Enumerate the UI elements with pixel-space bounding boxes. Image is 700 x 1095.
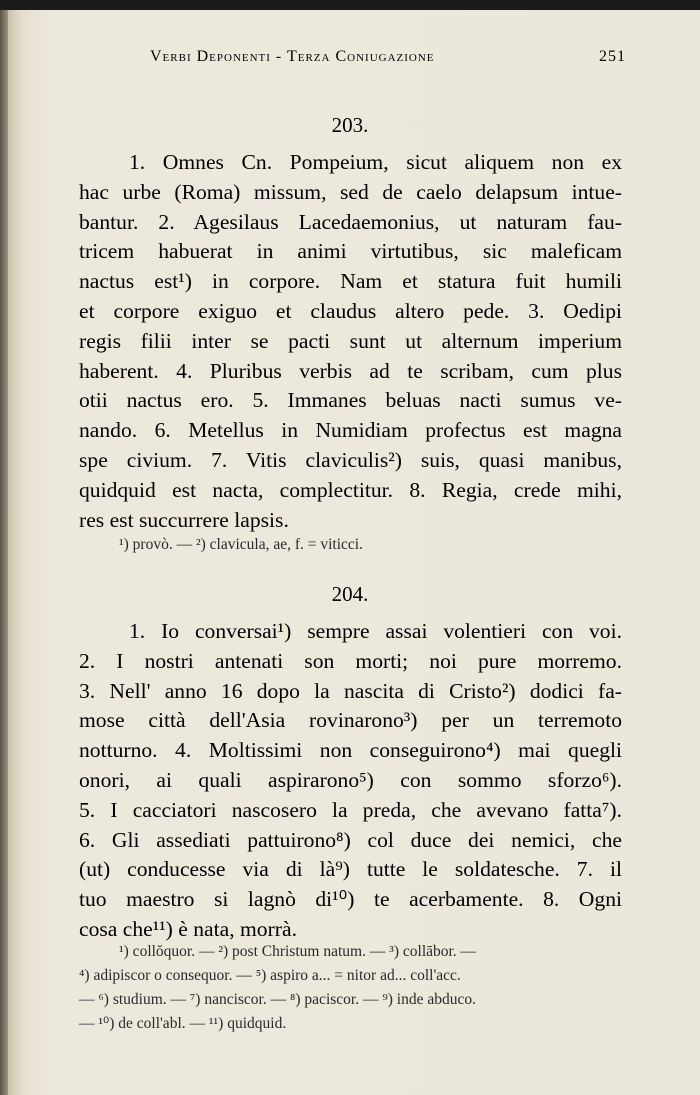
text-line: res est succurrere lapsis.: [79, 507, 289, 532]
running-header: [150, 48, 626, 66]
footnotes-203: [79, 533, 622, 557]
text-line: 5. I cacciatori nascosero la preda, che avevano fatta⁷).: [79, 797, 622, 822]
text-line: hac urbe (Roma) missum, sed de caelo delapsum intue-: [79, 179, 622, 204]
footnote-line: — ⁶) studium. — ⁷) nanciscor. — ⁸) paciscor. — ⁹) inde abduco.: [79, 991, 476, 1008]
footnote-line: ¹) collŏquor. — ²) post Christum natum. — ³) collābor. —: [119, 943, 477, 960]
text-line: regis filii inter se pacti sunt ut alternum imperium: [79, 328, 622, 353]
text-line: cosa che¹¹) è nata, morrà.: [79, 916, 297, 941]
footnote-line: ¹) provò. — ²) clavicula, ae, f. = viticci.: [119, 536, 363, 553]
text-line: quidquid est nacta, complectitur. 8. Regia, crede mihi,: [79, 477, 622, 502]
text-line: (ut) conducesse via di là⁹) tutte le soldatesche. 7. il: [79, 857, 622, 882]
section-number-203: 203.: [331, 113, 369, 137]
section-number-204: 204.: [331, 582, 369, 606]
text-line: tricem habuerat in animi virtutibus, sic maleficam: [79, 239, 622, 264]
footnotes-204: [79, 940, 622, 1036]
text-line: nando. 6. Metellus in Numidiam profectus est magna: [79, 418, 622, 443]
text-line: et corpore exiguo et claudus altero pede. 3. Oedipi: [79, 298, 622, 323]
text-line: bantur. 2. Agesilaus Lacedaemonius, ut naturam fau-: [79, 209, 622, 234]
text-line: 1. Omnes Cn. Pompeium, sicut aliquem non ex: [129, 150, 622, 174]
text-line: mose città dell'Asia rovinarono³) per un terremoto: [79, 708, 622, 733]
text-line: haberent. 4. Pluribus verbis ad te scribam, cum plus: [79, 358, 622, 383]
text-line: 2. I nostri antenati son morti; noi pure morremo.: [79, 648, 622, 673]
text-line: 3. Nell' anno 16 dopo la nascita di Cristo²) dodici fa-: [79, 678, 622, 703]
text-line: nactus est¹) in corpore. Nam et statura fuit humili: [79, 269, 622, 294]
text-line: 6. Gli assediati pattuirono⁸) col duce dei nemici, che: [79, 827, 622, 852]
text-line: 1. Io conversai¹) sempre assai volentieri con voi.: [129, 619, 622, 643]
text-line: otii nactus ero. 5. Immanes beluas nacti sumus ve-: [79, 388, 622, 413]
text-line: spe civium. 7. Vitis claviculis²) suis, quasi manibus,: [79, 447, 622, 472]
page-number: 251: [599, 48, 626, 65]
text-line: tuo maestro si lagnò di¹⁰) te acerbamente. 8. Ogni: [79, 887, 622, 912]
exercise-203-text: [79, 148, 622, 535]
exercise-204-text: [79, 617, 622, 945]
running-title: Verbi Deponenti - Terza Coniugazione: [150, 48, 435, 65]
text-line: notturno. 4. Moltissimi non conseguirono⁴) mai quegli: [79, 738, 622, 763]
footnote-line: — ¹⁰) de coll'abl. — ¹¹) quidquid.: [79, 1015, 287, 1032]
text-line: onori, ai quali aspirarono⁵) con sommo sforzo⁶).: [79, 767, 622, 792]
footnote-line: ⁴) adipiscor o consequor. — ⁵) aspiro a... = nitor ad... coll'acc.: [79, 967, 461, 984]
